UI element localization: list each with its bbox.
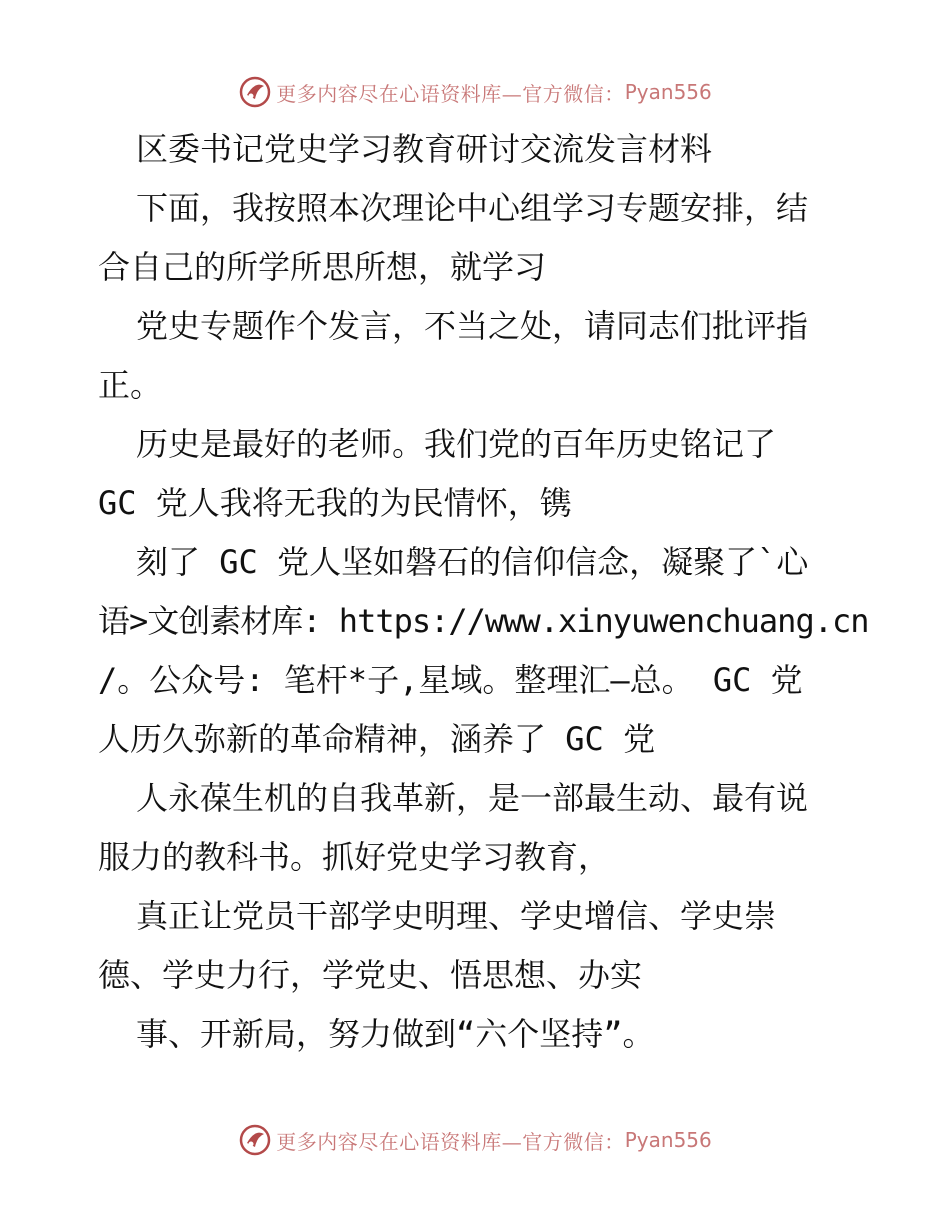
paragraph-line: 正。 (98, 366, 163, 404)
paragraph-line: 真正让党员干部学史明理、学史增信、学史崇 (136, 897, 777, 935)
document-body (98, 120, 869, 1064)
header-banner-text: 更多内容尽在心语资料库—官方微信： (276, 81, 625, 106)
paragraph-line: 服力的教科书。抓好党史学习教育， (98, 838, 611, 876)
doc-title: 区委书记党史学习教育研讨交流发言材料 (136, 130, 713, 168)
paragraph-line: 德、学史力行，学党史、悟思想、办实 (98, 956, 643, 994)
header-banner (0, 72, 950, 112)
brand-logo-icon (238, 75, 272, 109)
paragraph-line: 党史专题作个发言，不当之处，请同志们批评指 (136, 307, 809, 345)
footer-banner-contact: Pyan556 (624, 1128, 712, 1152)
brand-logo-icon (238, 1123, 272, 1157)
paragraph-line: /。公众号: 笔杆*子,星域。整理汇—总。 GC 党 (98, 661, 803, 699)
paragraph-line: 刻了 GC 党人坚如磐石的信仰信念，凝聚了`心 (136, 543, 809, 581)
footer-banner-text: 更多内容尽在心语资料库—官方微信： (276, 1129, 625, 1154)
paragraph-line: 合自己的所学所思所想，就学习 (98, 248, 547, 286)
paragraph-line: 人历久弥新的革命精神，涵养了 GC 党 (98, 720, 656, 758)
header-banner-contact: Pyan556 (624, 80, 712, 104)
paragraph-line: GC 党人我将无我的为民情怀，镌 (98, 484, 572, 522)
paragraph-line: 事、开新局，努力做到“六个坚持”。 (136, 1015, 655, 1053)
paragraph-line: 历史是最好的老师。我们党的百年历史铭记了 (136, 425, 777, 463)
paragraph-line: 人永葆生机的自我革新，是一部最生动、最有说 (136, 779, 809, 817)
paragraph-line: 下面，我按照本次理论中心组学习专题安排，结 (136, 189, 809, 227)
footer-banner (0, 1120, 950, 1160)
paragraph-line: 语>文创素材库: https://www.xinyuwenchuang.cn (98, 602, 869, 640)
